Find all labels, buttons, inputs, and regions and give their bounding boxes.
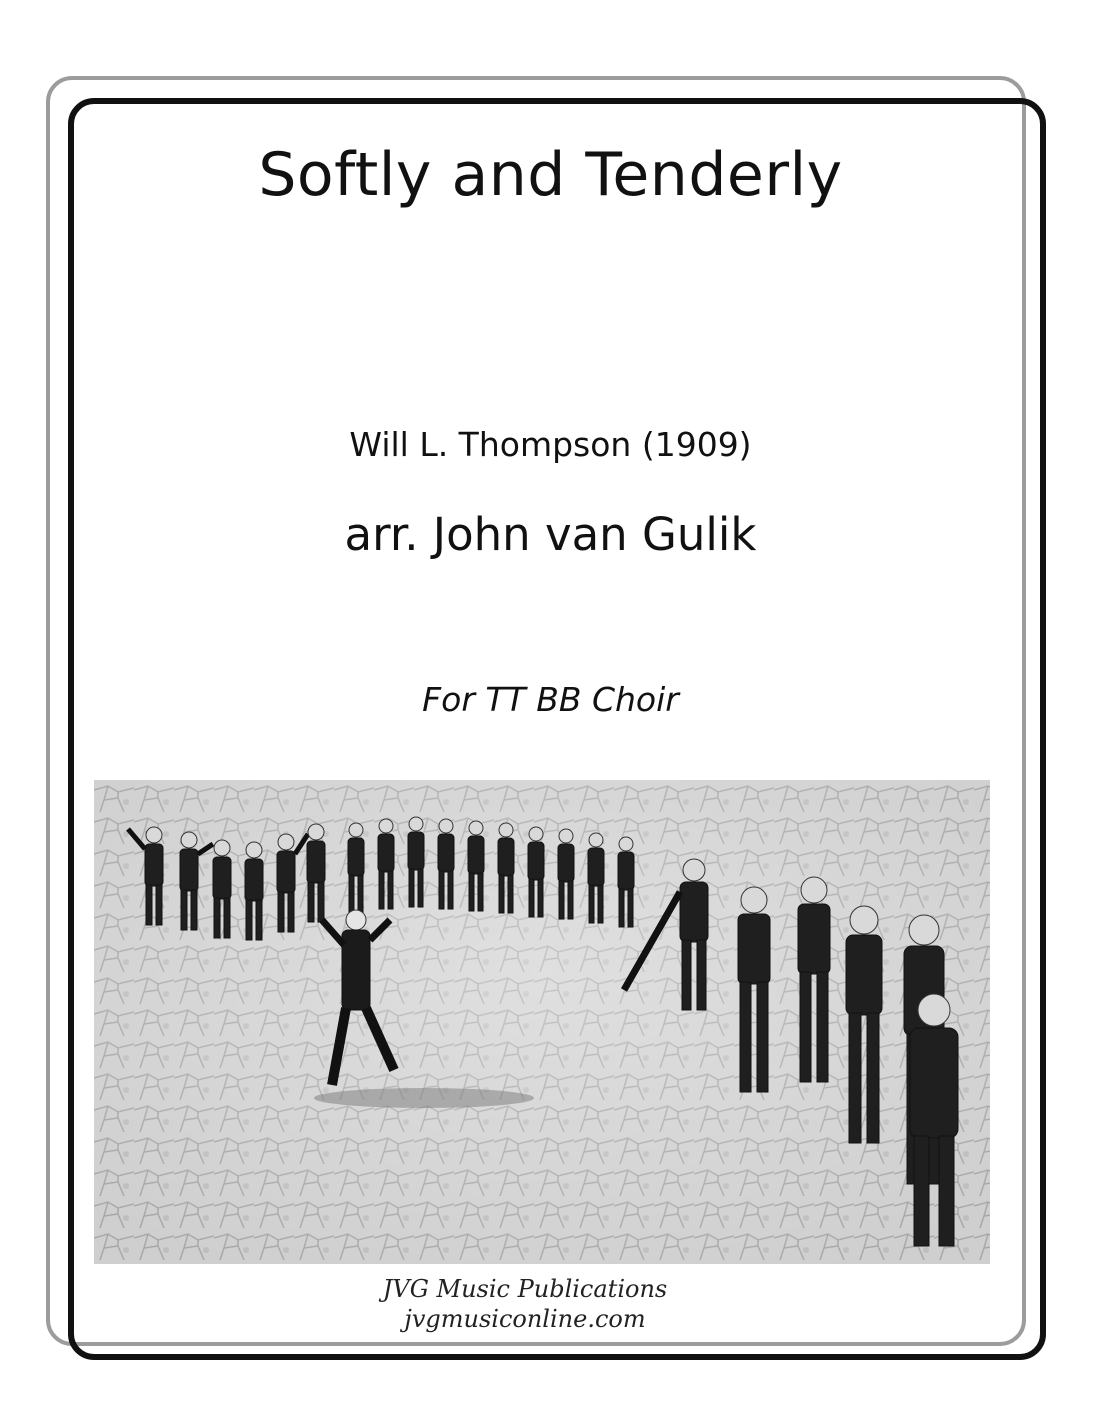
publisher-website: jvgmusiconline.com [404, 1305, 646, 1333]
page-title: Softly and Tenderly [258, 140, 843, 210]
publisher-name: JVG Music Publications [382, 1275, 668, 1303]
choir-illustration [94, 780, 990, 1264]
choir-illustration-svg [94, 780, 990, 1264]
composer-credit: Will L. Thompson (1909) [349, 425, 752, 464]
arranger-credit: arr. John van Gulik [344, 508, 757, 561]
voicing-label: For TT BB Choir [422, 680, 679, 719]
